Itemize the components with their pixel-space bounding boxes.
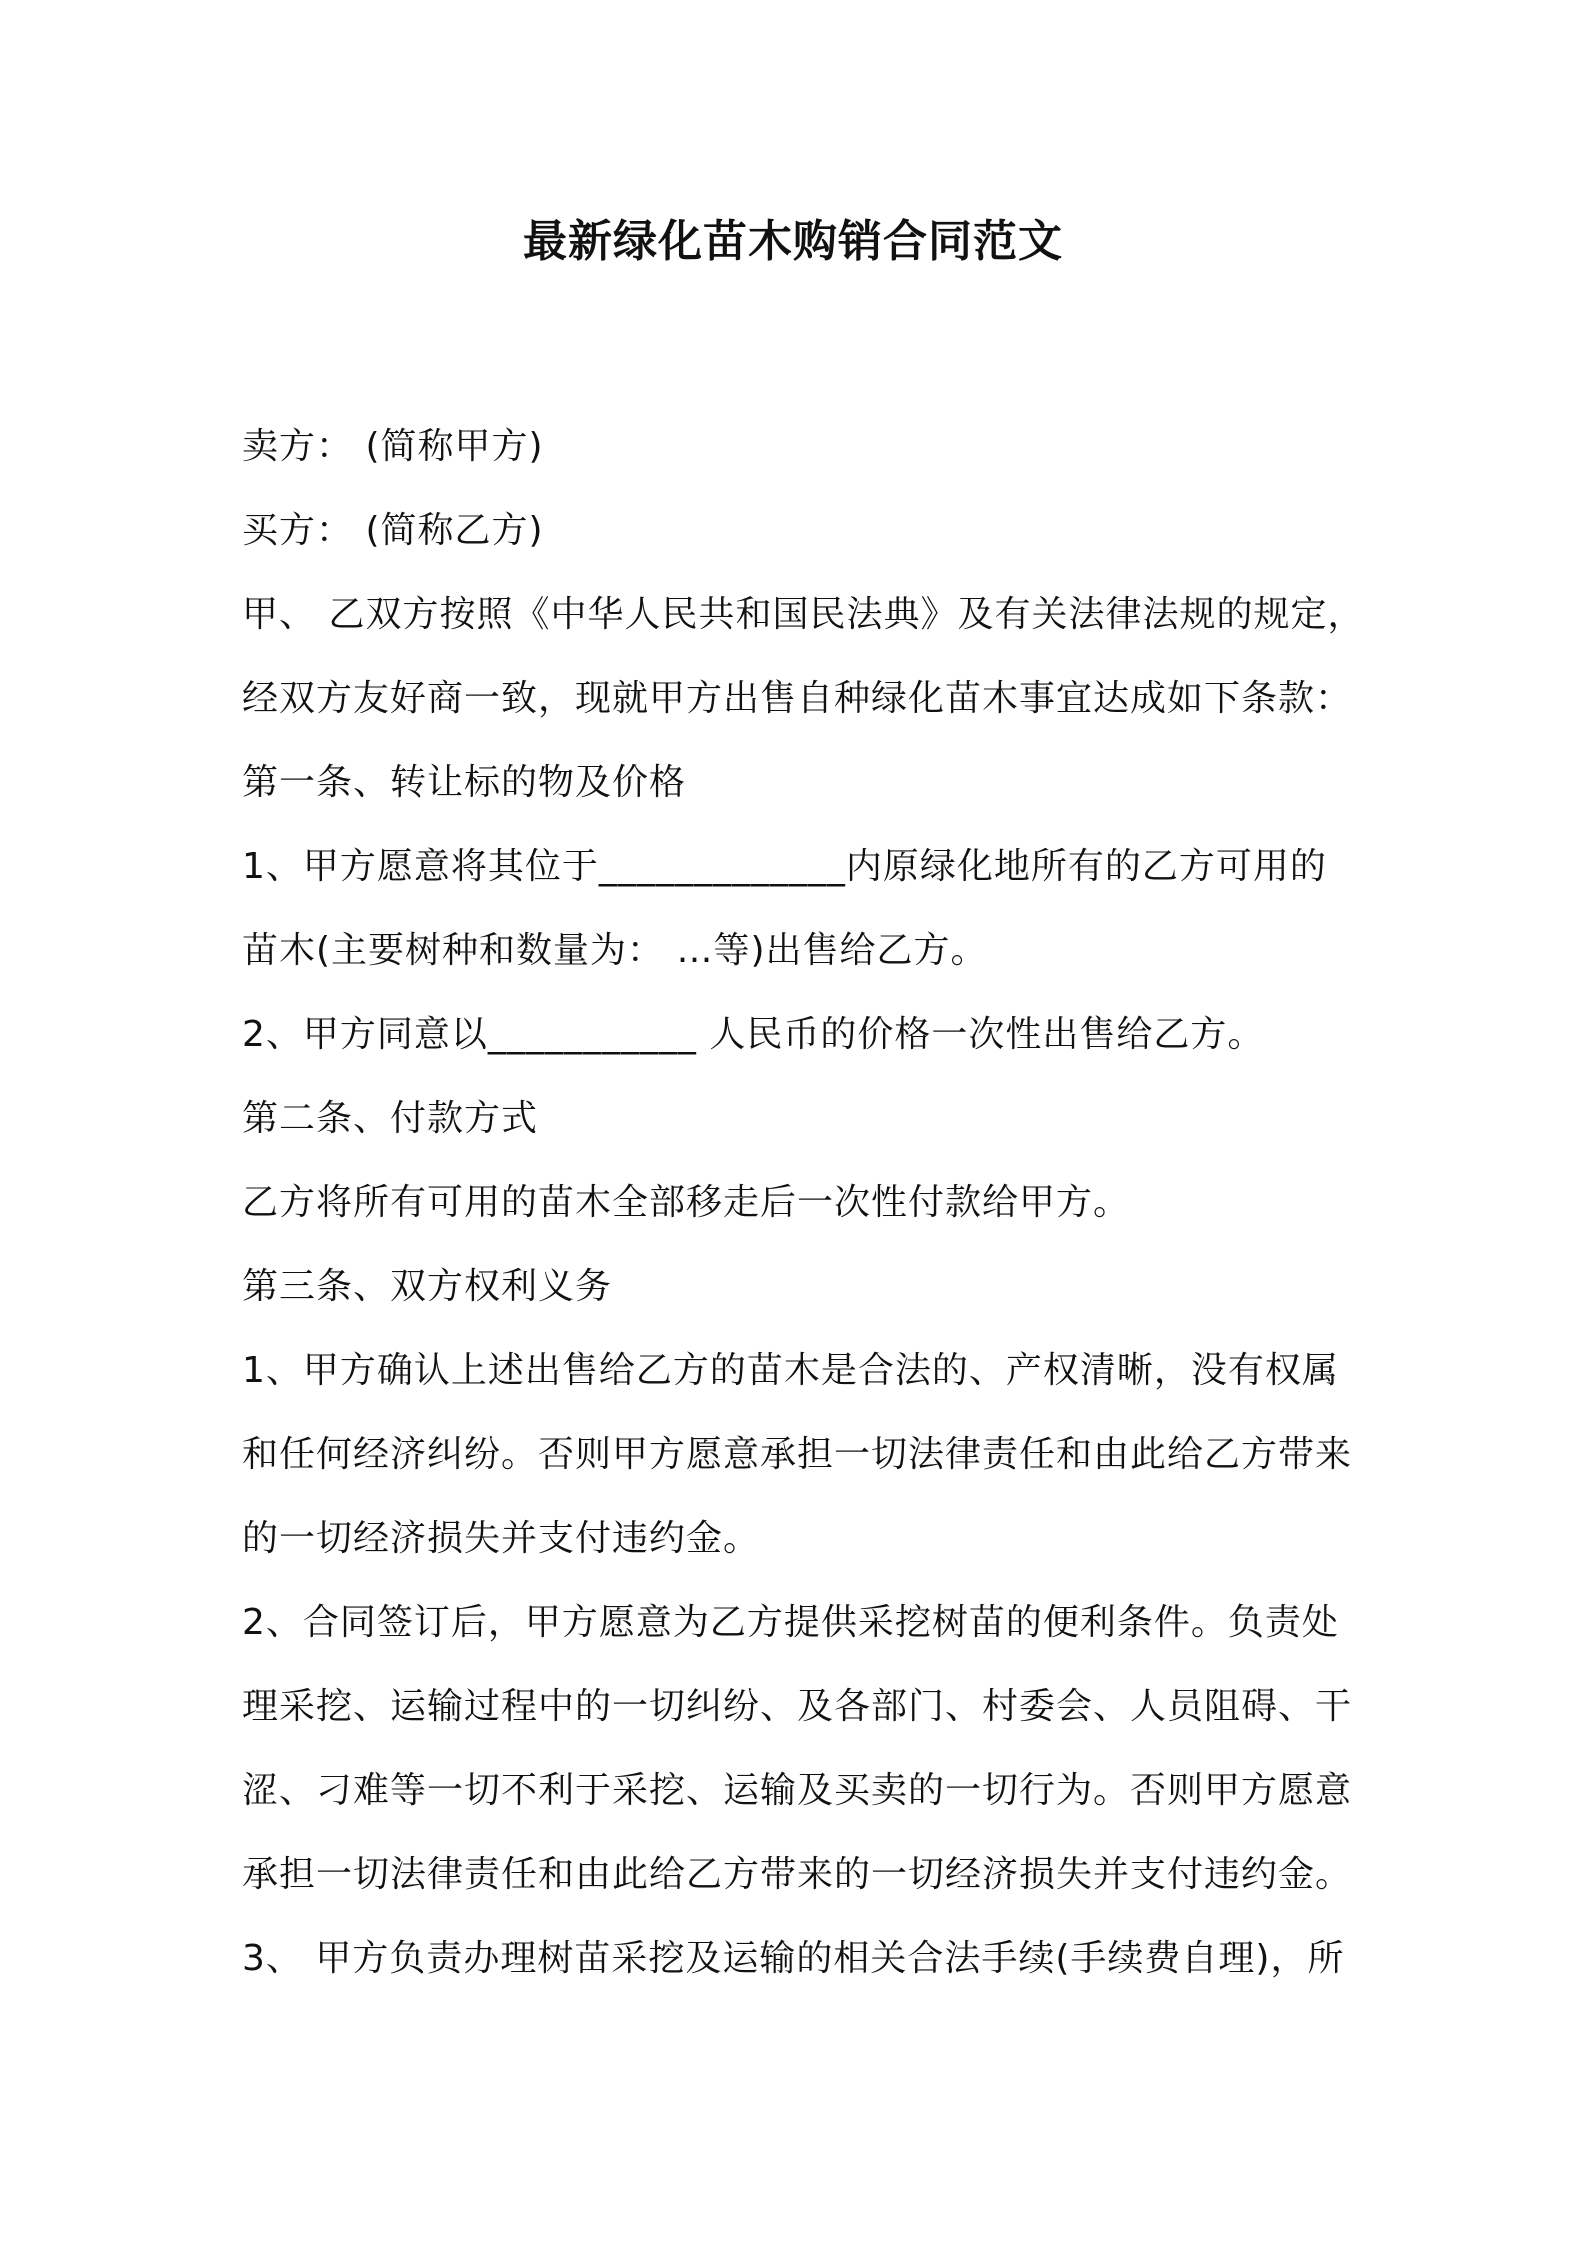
article-3-clause-1-line-1: 1、甲方确认上述出售给乙方的苗木是合法的、产权清晰，没有权属	[242, 1350, 1339, 1391]
article-1-heading: 第一条、转让标的物及价格	[242, 762, 687, 803]
document-title: 最新绿化苗木购销合同范文	[523, 216, 1063, 267]
article-1-clause-1-line-1: 1、甲方愿意将其位于_____________内原绿化地所有的乙方可用的	[242, 846, 1327, 887]
article-3-clause-2-line-2: 理采挖、运输过程中的一切纠纷、及各部门、村委会、人员阻碍、干	[242, 1686, 1353, 1727]
article-3-clause-1-line-3: 的一切经济损失并支付违约金。	[242, 1518, 761, 1559]
buyer-line: 买方： (简称乙方)	[242, 510, 544, 551]
article-2-heading: 第二条、付款方式	[242, 1098, 539, 1139]
seller-line: 卖方： (简称甲方)	[242, 426, 544, 467]
preamble-line-2: 经双方友好商一致，现就甲方出售自种绿化苗木事宜达成如下条款：	[242, 678, 1353, 719]
article-3-clause-2-line-1: 2、合同签订后，甲方愿意为乙方提供采挖树苗的便利条件。负责处	[242, 1602, 1339, 1643]
article-1-clause-1-line-2: 苗木(主要树种和数量为： …等)出售给乙方。	[242, 930, 988, 971]
article-1-clause-2: 2、甲方同意以___________ 人民币的价格一次性出售给乙方。	[242, 1014, 1265, 1055]
article-3-clause-2-line-3: 涩、刁难等一切不利于采挖、运输及买卖的一切行为。否则甲方愿意	[242, 1770, 1353, 1811]
article-3-clause-1-line-2: 和任何经济纠纷。否则甲方愿意承担一切法律责任和由此给乙方带来	[242, 1434, 1353, 1475]
preamble-line-1: 甲、 乙双方按照《中华人民共和国民法典》及有关法律法规的规定，	[242, 594, 1365, 635]
article-3-clause-2-line-4: 承担一切法律责任和由此给乙方带来的一切经济损失并支付违约金。	[242, 1854, 1353, 1895]
article-3-clause-3-line-1: 3、 甲方负责办理树苗采挖及运输的相关合法手续(手续费自理)，所	[242, 1938, 1345, 1979]
article-2-text: 乙方将所有可用的苗木全部移走后一次性付款给甲方。	[242, 1182, 1131, 1223]
article-3-heading: 第三条、双方权利义务	[242, 1266, 613, 1307]
document-body	[242, 405, 1374, 2001]
